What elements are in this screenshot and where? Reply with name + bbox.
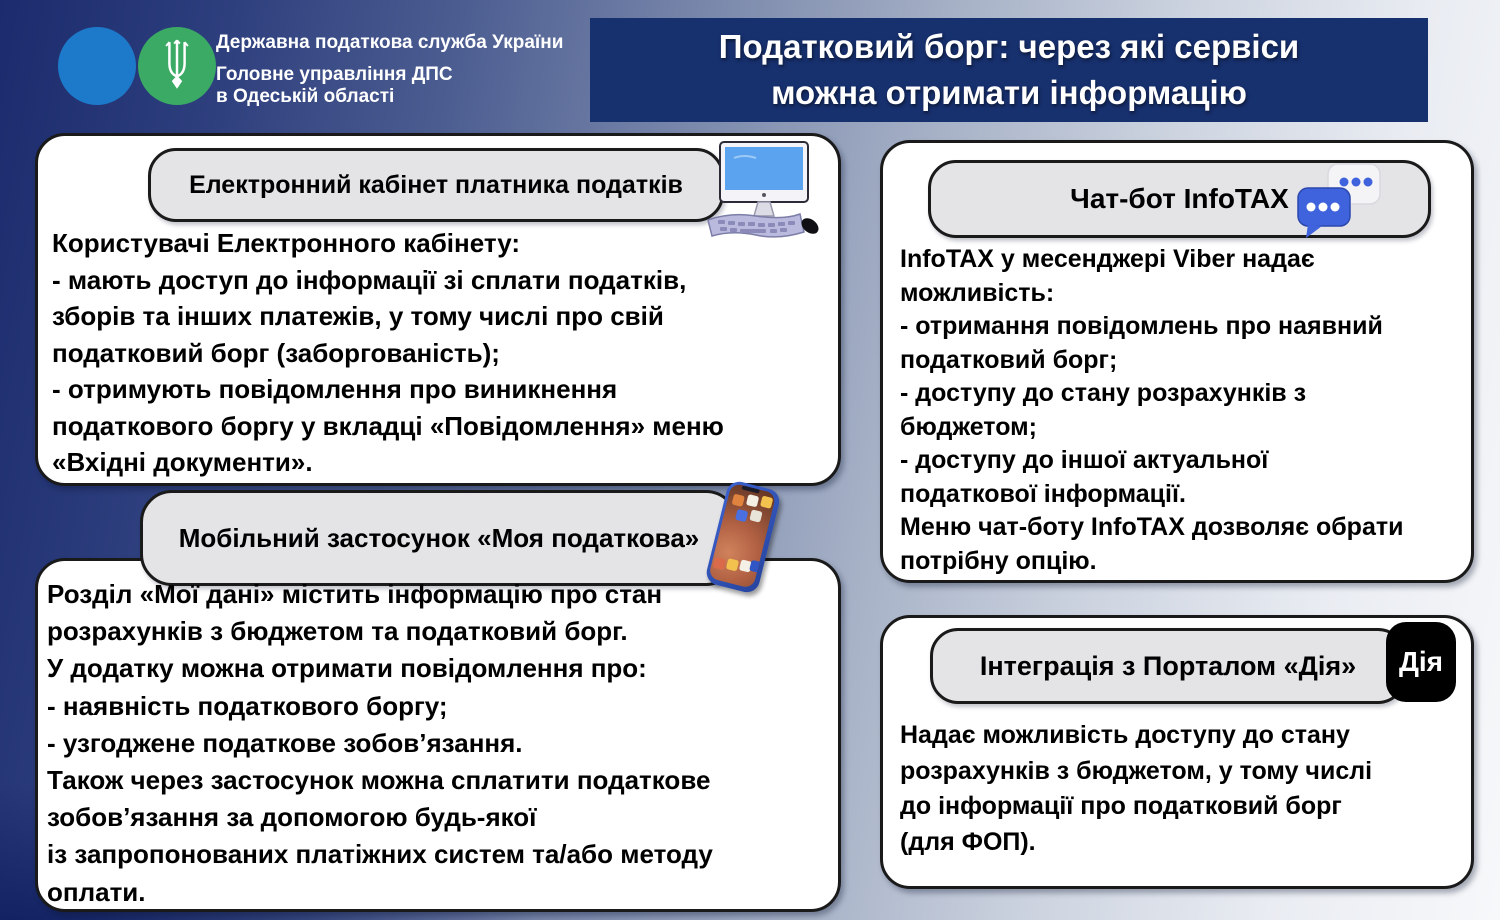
chat-bubbles-icon [1296,162,1384,240]
logo-circle-blue [58,27,136,105]
card-diia-body: Надає можливість доступу до стану розрахунків з бюджетом, у тому числі до інформації про податковий борг (для ФОП). [900,721,1373,856]
org-name: Державна податкова служба України [216,32,564,53]
page-title: Податковий борг: через які сервіси можна отримати інформацію [590,18,1428,122]
card-infotax-body: InfoTAX у месенджері Viber надає можливість: - отримання повідомлень про наявний податковий борг; - доступу до стану розрахунків з бюджетом; - доступу до іншої актуальної податкової інформації. Меню чат-боту InfoTAX дозволяє обрати потрібну опцію. [900,245,1404,575]
card-mobile-app-title: Мобільний застосунок «Моя податкова» [140,490,738,586]
org-department: Головне управління ДПС в Одеській області [216,64,453,107]
trident-icon [158,35,196,98]
diia-logo: Дія [1386,622,1456,702]
card-electronic-cabinet-title: Електронний кабінет платника податків [148,148,724,222]
card-mobile-app-body: Розділ «Мої дані» містить інформацію про стан розрахунків з бюджетом та податковий борг. У додатку можна отримати повідомлення про: - наявність податкового боргу; - узгоджене податкове зобов’язання. Також через застосунок можна сплатити податкове зобов’язання за допомогою будь-якої із запропонованих платіжних систем та/або методу оплати. [47,579,713,907]
logo-circle-green [138,27,216,105]
card-infotax-title: Чат-бот InfoTAX [928,160,1431,238]
card-diia-title: Інтеграція з Порталом «Дія» [930,628,1406,704]
card-electronic-cabinet-body: Користувачі Електронного кабінету: - мають доступ до інформації зі сплати податків, зборів та інших платежів, у тому числі про свій податковий борг (заборгованість); - отримують повідомлення про виникнення податкового боргу у вкладці «Повідомлення» меню «Вхідні документи». [52,228,724,477]
desktop-computer-icon [700,140,822,246]
